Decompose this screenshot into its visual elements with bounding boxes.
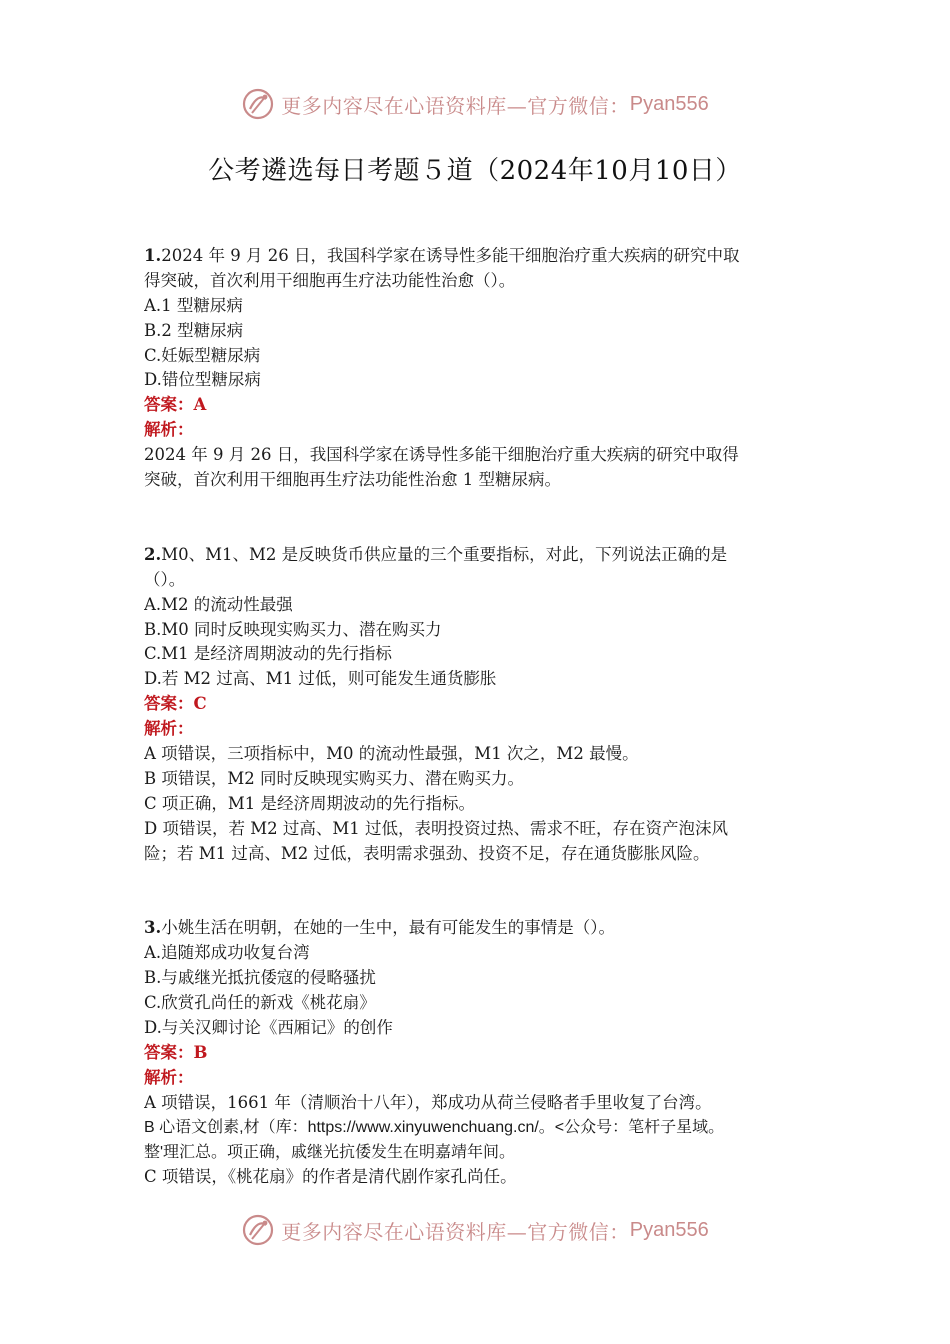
question-2 [144,543,808,867]
option-a: A.追随郑成功收复台湾 [144,943,310,963]
page-title: 公考遴选每日考题５道（2024年10月10日） [208,156,742,186]
analysis-line: A 项错误，三项指标中，M0 的流动性最强，M1 次之，M2 最慢。 [144,744,639,764]
option-d: D.若 M2 过高、M1 过低，则可能发生通货膨胀 [144,669,497,689]
analysis-label: 解析： [144,420,194,440]
option-c: C.妊娠型糖尿病 [144,345,261,365]
option-b: B.与戚继光抵抗倭寇的侵略骚扰 [144,968,376,988]
question-number: 3. [144,918,162,938]
option-a: A.M2 的流动性最强 [144,594,293,614]
analysis-line: B 心语文创素,材（库：https://www.xinyuwenchuang.cn/。<公众号：笔杆子星域。 [144,1118,725,1136]
logo-icon [241,87,275,121]
question-stem-line: （）。 [144,569,186,589]
option-d: D.与关汉卿讨论《西厢记》的创作 [144,1018,393,1038]
question-number: 2. [144,544,162,564]
analysis-line: D 项错误，若 M2 过高、M1 过低，表明投资过热、需求不旺，存在资产泡沫风 [144,818,728,838]
banner-text: 更多内容尽在心语资料库—官方微信： [281,93,630,118]
banner-wechat-id: Pyan556 [629,1218,709,1241]
option-c: C.M1 是经济周期波动的先行指标 [144,644,392,664]
question-1 [144,244,808,493]
option-a: A.1 型糖尿病 [144,295,243,315]
analysis-line: C 项正确，M1 是经济周期波动的先行指标。 [144,793,476,813]
analysis-line: C 项错误，《桃花扇》的作者是清代剧作家孔尚任。 [144,1167,517,1187]
analysis-label: 解析： [144,1067,194,1087]
analysis-label: 解析： [144,719,194,739]
analysis-line: B 项错误，M2 同时反映现实购买力、潜在购买力。 [144,768,525,788]
analysis-line: 险；若 M1 过高、M2 过低，表明需求强劲、投资不足，存在通货膨胀风险。 [144,843,710,863]
question-stem-line: 得突破，首次利用干细胞再生疗法功能性治愈（）。 [144,270,516,290]
header-banner [0,84,950,124]
answer: 答案：C [144,694,207,714]
answer: 答案：B [144,1042,208,1062]
banner-wechat-id: Pyan556 [629,92,709,115]
option-c: C.欣赏孔尚任的新戏《桃花扇》 [144,993,376,1013]
option-b: B.M0 同时反映现实购买力、潜在购买力 [144,619,442,639]
question-stem-line: 2.M0、M1、M2 是反映货币供应量的三个重要指标，对此，下列说法正确的是 [144,544,728,564]
question-stem-line: 1.2024 年 9 月 26 日，我国科学家在诱导性多能干细胞治疗重大疾病的研究中取 [144,246,740,265]
questions-content [144,244,808,1190]
question-3 [144,916,808,1190]
analysis-line: 突破，首次利用干细胞再生疗法功能性治愈 1 型糖尿病。 [144,470,561,490]
analysis-line: 2024 年 9 月 26 日，我国科学家在诱导性多能干细胞治疗重大疾病的研究中取得 [144,445,739,465]
footer-banner [0,1210,950,1250]
analysis-line: A 项错误，1661 年（清顺治十八年），郑成功从荷兰侵略者手里收复了台湾。 [144,1092,712,1112]
option-d: D.错位型糖尿病 [144,370,261,390]
analysis-line: 整'理汇总。项正确，戚继光抗倭发生在明嘉靖年间。 [144,1143,516,1161]
question-stem-line: 3.小姚生活在明朝，在她的一生中，最有可能发生的事情是（）。 [144,918,615,938]
answer: 答案：A [144,395,207,415]
logo-icon [241,1213,275,1247]
banner-text: 更多内容尽在心语资料库—官方微信： [281,1219,630,1244]
question-number: 1. [144,246,162,265]
option-b: B.2 型糖尿病 [144,320,244,340]
